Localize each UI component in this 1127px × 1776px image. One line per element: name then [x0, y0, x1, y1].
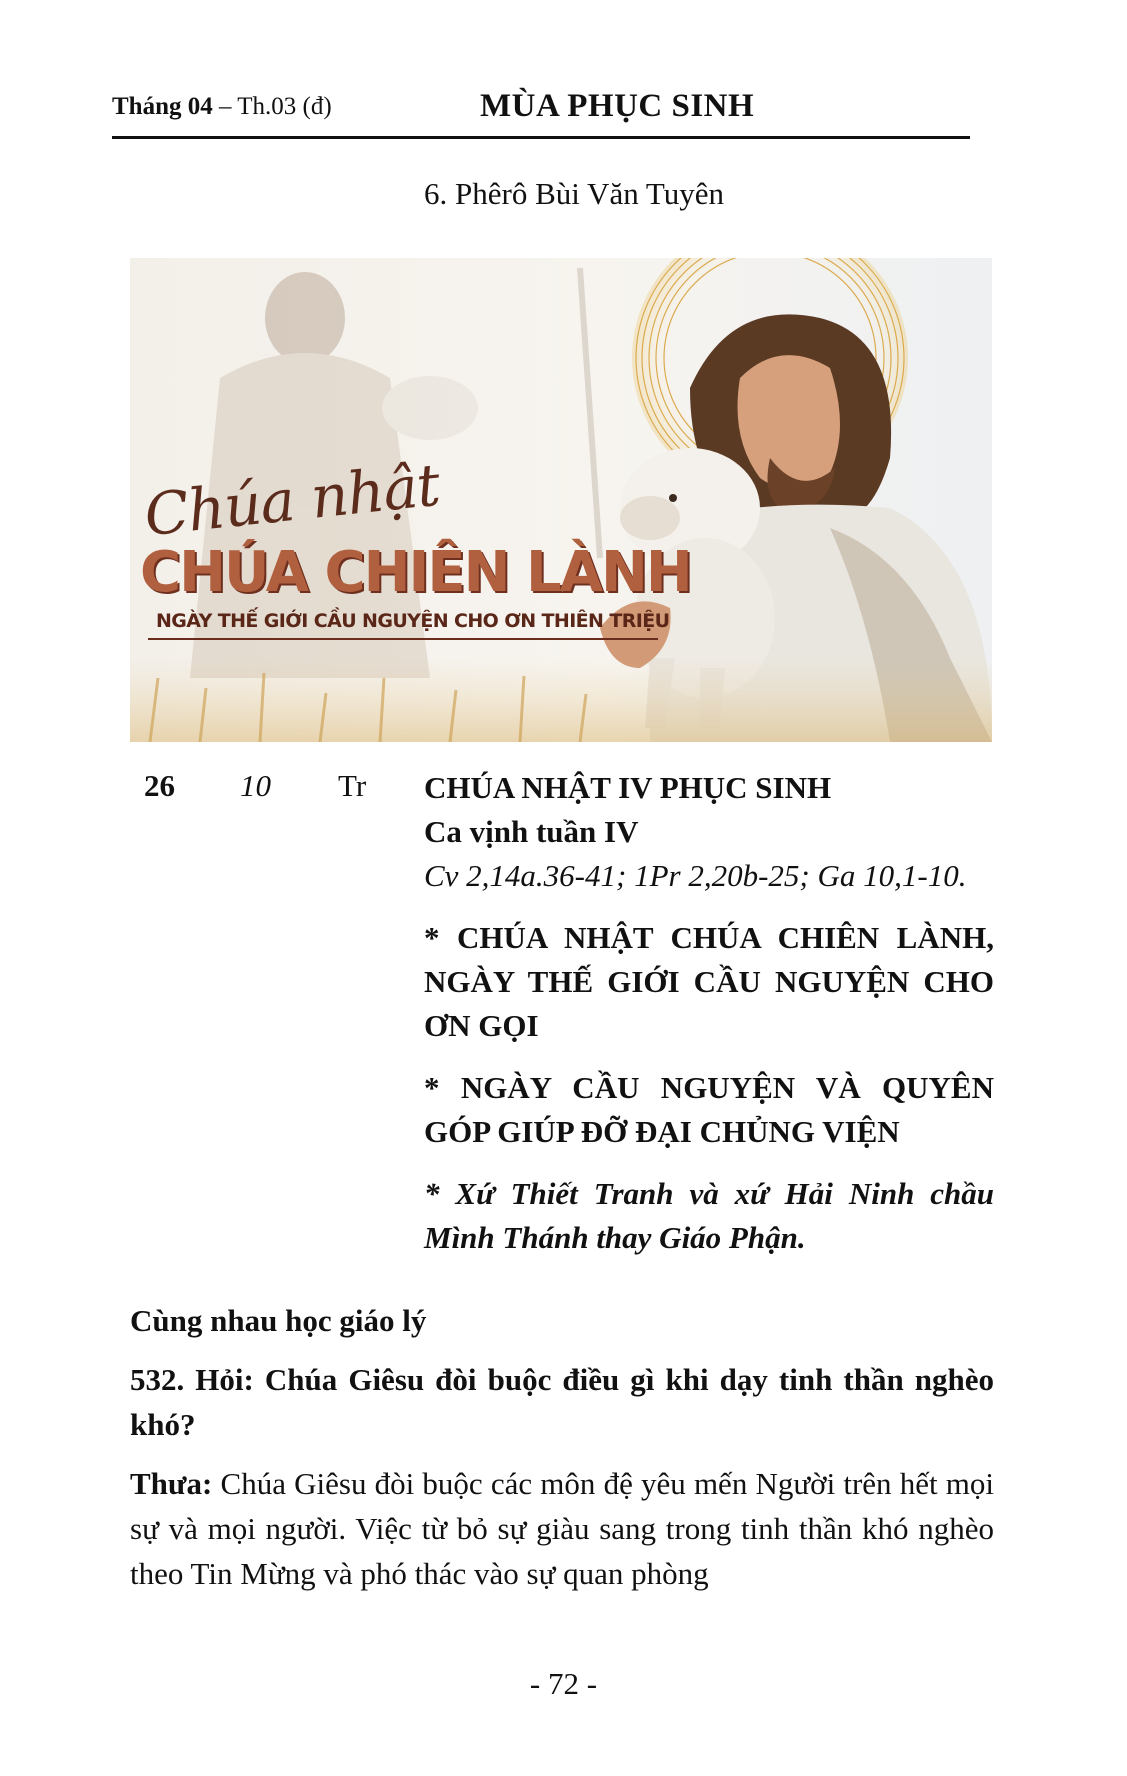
- entry-note-good-shepherd: * CHÚA NHẬT CHÚA CHIÊN LÀNH, NGÀY THẾ GIỚI CẦU NGUYỆN CHO ƠN GỌI: [424, 920, 994, 1043]
- page-header: [112, 88, 970, 139]
- catechism-answer: [130, 1461, 994, 1596]
- catechism-heading: Cùng nhau học giáo lý: [130, 1303, 427, 1338]
- banner-script-text: Chúa nhật: [141, 450, 443, 550]
- header-week-label: – Th.03 (đ): [212, 93, 332, 120]
- banner-title: CHÚA CHIÊN LÀNH: [140, 540, 691, 605]
- answer-label: Thưa:: [130, 1466, 213, 1501]
- answer-text: Chúa Giêsu đòi buộc các môn đệ yêu mến Người trên hết mọi sự và mọi người. Việc từ bỏ sự giàu sang trong tinh thần khó nghèo theo Tin Mừng và phó thác vào sự quan phòng: [130, 1466, 994, 1591]
- author-line: 6. Phêrô Bùi Văn Tuyên: [424, 176, 724, 211]
- page-number: - 72 -: [529, 1666, 598, 1701]
- header-month-label: Tháng 04: [112, 93, 213, 120]
- good-shepherd-banner: [130, 258, 992, 742]
- banner-underline: [148, 638, 658, 640]
- entry-title: CHÚA NHẬT IV PHỤC SINH: [424, 770, 832, 805]
- calendar-day: 26: [144, 768, 175, 803]
- header-month: [112, 93, 332, 121]
- entry-readings: Cv 2,14a.36-41; 1Pr 2,20b-25; Ga 10,1-10.: [424, 858, 967, 893]
- liturgical-color: Tr: [338, 768, 367, 803]
- entry-note-seminary: * NGÀY CẦU NGUYỆN VÀ QUYÊN GÓP GIÚP ĐỠ ĐẠI CHỦNG VIỆN: [424, 1070, 994, 1149]
- catechism-question: 532. Hỏi: Chúa Giêsu đòi buộc điều gì khi dạy tinh thần nghèo khó?: [130, 1362, 994, 1442]
- liturgical-entry: [424, 766, 994, 1260]
- banner-subtitle: NGÀY THẾ GIỚI CẦU NGUYỆN CHO ƠN THIÊN TRIỆU: [156, 610, 670, 632]
- catechism-section: [130, 1298, 994, 1596]
- lunar-day: 10: [240, 768, 271, 803]
- header-season-title: MÙA PHỤC SINH: [480, 88, 755, 124]
- entry-psalter: Ca vịnh tuần IV: [424, 814, 639, 849]
- entry-note-adoration: * Xứ Thiết Tranh và xứ Hải Ninh chầu Mình Thánh thay Giáo Phận.: [424, 1176, 994, 1255]
